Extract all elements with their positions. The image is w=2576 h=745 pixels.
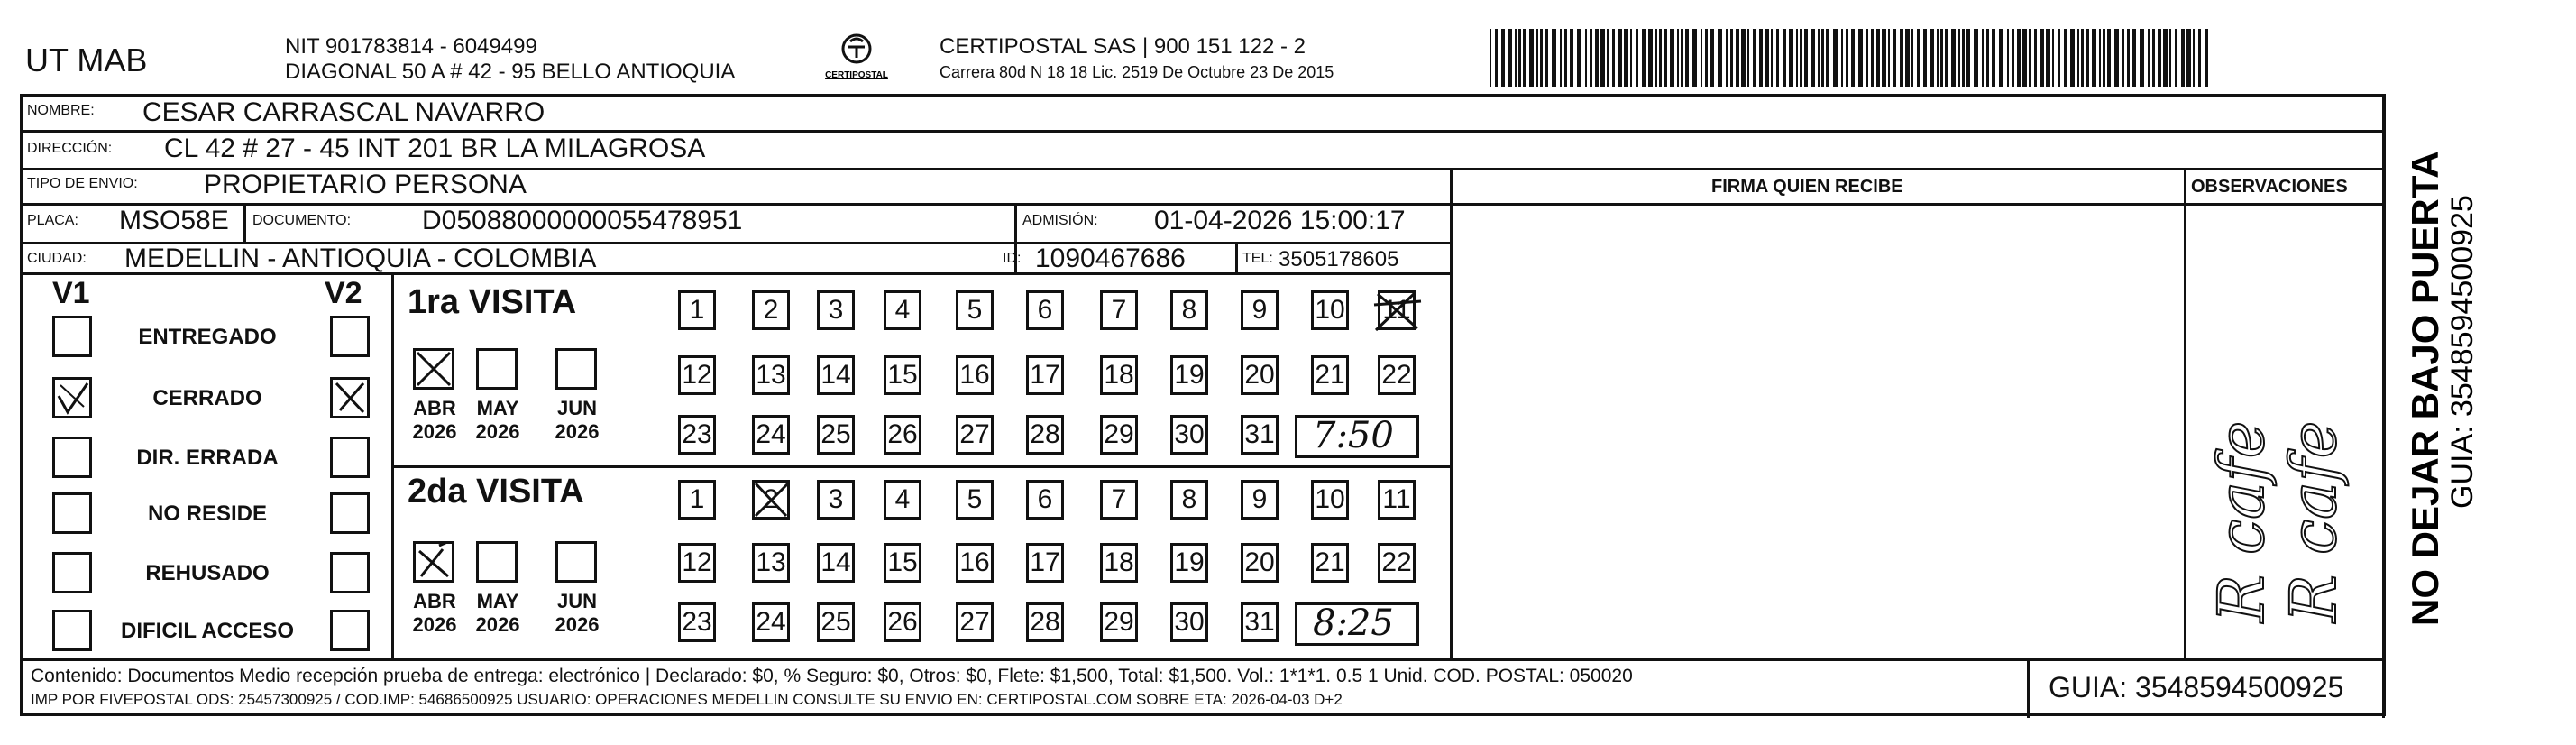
month-label: MAY bbox=[476, 590, 519, 612]
placa-value: MSO58E bbox=[119, 206, 229, 235]
tel-value: 3505178605 bbox=[1279, 247, 1399, 271]
day-box[interactable]: 26 bbox=[884, 602, 921, 642]
month-checkbox[interactable] bbox=[413, 348, 454, 390]
day-box[interactable]: 5 bbox=[956, 480, 994, 520]
v1-checkbox[interactable] bbox=[52, 610, 92, 651]
day-box[interactable]: 28 bbox=[1026, 415, 1064, 455]
carrier-name: CERTIPOSTAL SAS | 900 151 122 - 2 bbox=[940, 34, 1306, 59]
day-mark bbox=[752, 480, 792, 524]
day-box[interactable]: 13 bbox=[752, 355, 790, 395]
status-option-label: NO RESIDE bbox=[147, 501, 268, 526]
day-box[interactable]: 21 bbox=[1311, 355, 1349, 395]
id-label: ID: bbox=[1003, 251, 1022, 266]
day-box[interactable]: 12 bbox=[678, 543, 716, 583]
svg-text:GUIA: 3548594500925: GUIA: 3548594500925 bbox=[2445, 195, 2480, 509]
v2-checkbox[interactable] bbox=[330, 377, 370, 418]
first-visit-title: 1ra VISITA bbox=[408, 283, 577, 321]
col-line bbox=[1235, 242, 1238, 274]
tel-label: TEL: bbox=[1242, 251, 1273, 266]
day-box[interactable]: 8 bbox=[1170, 480, 1208, 520]
svg-text:NO DEJAR BAJO PUERTA: NO DEJAR BAJO PUERTA bbox=[2404, 151, 2446, 626]
status-option-label: DIFICIL ACCESO bbox=[120, 619, 294, 643]
col-line bbox=[1450, 168, 1453, 660]
month-checkbox[interactable] bbox=[476, 348, 518, 390]
ciudad-value: MEDELLIN - ANTIOQUIA - COLOMBIA bbox=[124, 244, 597, 273]
svg-text:R cafe: R cafe bbox=[2205, 420, 2278, 622]
month-label: JUN bbox=[556, 397, 597, 419]
carrier-address: Carrera 80d N 18 18 Lic. 2519 De Octubre 23 De 2015 bbox=[940, 63, 1334, 81]
v2-checkbox[interactable] bbox=[330, 552, 370, 593]
day-box[interactable]: 23 bbox=[678, 602, 716, 642]
day-box[interactable]: 27 bbox=[956, 415, 994, 455]
day-box[interactable]: 22 bbox=[1378, 543, 1416, 583]
imp-line: IMP POR FIVEPOSTAL ODS: 25457300925 / COD.IMP: 54686500925 USUARIO: OPERACIONES MEDELLIN CONSULTE SU ENVIO EN: CERTIPOSTAL.COM SOBRE ETA: 2026-04-03 D+2 bbox=[31, 691, 1343, 708]
year-label: 2026 bbox=[475, 613, 520, 636]
day-box[interactable]: 15 bbox=[884, 355, 921, 395]
tipo-label: TIPO DE ENVIO: bbox=[27, 176, 138, 191]
visit-time: 7:50 bbox=[1313, 415, 1394, 456]
day-box[interactable]: 19 bbox=[1170, 543, 1208, 583]
day-box[interactable]: 12 bbox=[678, 355, 716, 395]
day-box[interactable]: 21 bbox=[1311, 543, 1349, 583]
day-box[interactable]: 2 bbox=[752, 480, 790, 520]
admision-value: 01-04-2026 15:00:17 bbox=[1154, 206, 1406, 235]
id-value: 1090467686 bbox=[1035, 244, 1186, 273]
day-box[interactable]: 18 bbox=[1100, 543, 1138, 583]
company-name: UT MAB bbox=[25, 41, 148, 78]
day-box[interactable]: 3 bbox=[817, 290, 855, 330]
side-warning bbox=[2391, 94, 2571, 635]
month-label: ABR bbox=[413, 397, 456, 419]
year-label: 2026 bbox=[555, 613, 600, 636]
day-box[interactable]: 27 bbox=[956, 602, 994, 642]
nombre-label: NOMBRE: bbox=[27, 103, 95, 118]
direccion-label: DIRECCIÓN: bbox=[27, 141, 113, 156]
v1-checkbox[interactable] bbox=[52, 552, 92, 593]
month-checkbox[interactable] bbox=[555, 348, 597, 390]
day-box[interactable]: 22 bbox=[1378, 355, 1416, 395]
day-box[interactable]: 11 bbox=[1378, 480, 1416, 520]
day-box[interactable]: 26 bbox=[884, 415, 921, 455]
status-option-label: ENTREGADO bbox=[138, 325, 277, 349]
footer-guia: GUIA: 3548594500925 bbox=[2049, 671, 2344, 704]
v1-checkbox[interactable] bbox=[52, 492, 92, 534]
day-box[interactable]: 25 bbox=[817, 602, 855, 642]
day-box[interactable]: 8 bbox=[1170, 290, 1208, 330]
day-box[interactable]: 13 bbox=[752, 543, 790, 583]
year-label: 2026 bbox=[412, 613, 457, 636]
month-label: MAY bbox=[476, 397, 519, 419]
v2-checkbox[interactable] bbox=[330, 437, 370, 478]
v1-checkbox[interactable] bbox=[52, 377, 92, 418]
second-visit-title: 2da VISITA bbox=[408, 473, 584, 510]
col-line bbox=[2027, 658, 2030, 718]
day-box[interactable]: 10 bbox=[1311, 290, 1349, 330]
day-box[interactable]: 7 bbox=[1100, 480, 1138, 520]
day-box[interactable]: 31 bbox=[1241, 602, 1279, 642]
day-box[interactable]: 30 bbox=[1170, 602, 1208, 642]
row-line bbox=[20, 130, 2386, 133]
month-label: JUN bbox=[556, 590, 597, 612]
day-box[interactable]: 20 bbox=[1241, 355, 1279, 395]
day-box[interactable]: 6 bbox=[1026, 480, 1064, 520]
day-box[interactable]: 9 bbox=[1241, 480, 1279, 520]
day-box[interactable]: 19 bbox=[1170, 355, 1208, 395]
status-option-label: REHUSADO bbox=[145, 561, 270, 585]
nombre-value: CESAR CARRASCAL NAVARRO bbox=[142, 97, 545, 127]
day-box[interactable]: 29 bbox=[1100, 602, 1138, 642]
admision-label: ADMISIÓN: bbox=[1022, 213, 1098, 228]
day-box[interactable]: 7 bbox=[1100, 290, 1138, 330]
day-box[interactable]: 20 bbox=[1241, 543, 1279, 583]
day-box[interactable]: 17 bbox=[1026, 543, 1064, 583]
month-checkbox[interactable] bbox=[476, 541, 518, 583]
col-line bbox=[2382, 94, 2385, 718]
month-checkbox[interactable] bbox=[413, 541, 454, 583]
year-label: 2026 bbox=[412, 420, 457, 443]
contenido-line: Contenido: Documentos Medio recepción prueba de entrega: electrónico | Declarado: $0, % Seguro: $0, Otros: $0, Flete: $1,500, Total: $1,500. Vol.: 1*1*1. 0.5 1 Unid. COD. POSTAL: 050020 bbox=[31, 666, 1633, 686]
svg-text:CERTIPOSTAL: CERTIPOSTAL bbox=[825, 70, 888, 80]
day-box[interactable]: 2 bbox=[752, 290, 790, 330]
v1-checkbox[interactable] bbox=[52, 316, 92, 357]
day-box[interactable]: 16 bbox=[956, 355, 994, 395]
day-box[interactable]: 16 bbox=[956, 543, 994, 583]
handwritten-observation bbox=[2200, 298, 2380, 640]
v2-checkbox[interactable] bbox=[330, 316, 370, 357]
day-box[interactable]: 6 bbox=[1026, 290, 1064, 330]
day-box[interactable]: 3 bbox=[817, 480, 855, 520]
day-box[interactable]: 28 bbox=[1026, 602, 1064, 642]
certipostal-logo bbox=[816, 31, 897, 85]
year-label: 2026 bbox=[475, 420, 520, 443]
month-label: ABR bbox=[413, 590, 456, 612]
visit-time: 8:25 bbox=[1313, 602, 1394, 644]
row-line bbox=[391, 465, 1452, 468]
day-box[interactable]: 15 bbox=[884, 543, 921, 583]
v1-checkbox[interactable] bbox=[52, 437, 92, 478]
col-line bbox=[243, 203, 246, 243]
day-box[interactable]: 18 bbox=[1100, 355, 1138, 395]
day-box[interactable]: 11 bbox=[1378, 290, 1416, 330]
day-box[interactable]: 29 bbox=[1100, 415, 1138, 455]
v2-label: V2 bbox=[325, 276, 362, 310]
day-box[interactable]: 10 bbox=[1311, 480, 1349, 520]
day-box[interactable]: 24 bbox=[752, 602, 790, 642]
day-box[interactable]: 4 bbox=[884, 480, 921, 520]
col-line bbox=[391, 272, 394, 660]
barcode bbox=[1488, 29, 2209, 87]
ciudad-label: CIUDAD: bbox=[27, 251, 87, 266]
day-box[interactable]: 17 bbox=[1026, 355, 1064, 395]
nit: NIT 901783814 - 6049499 bbox=[285, 34, 537, 59]
day-box[interactable]: 9 bbox=[1241, 290, 1279, 330]
tipo-value: PROPIETARIO PERSONA bbox=[204, 170, 527, 199]
day-box[interactable]: 14 bbox=[817, 355, 855, 395]
observaciones-label: OBSERVACIONES bbox=[2191, 177, 2348, 197]
day-mark bbox=[1372, 287, 1423, 338]
direccion-value: CL 42 # 27 - 45 INT 201 BR LA MILAGROSA bbox=[164, 133, 706, 163]
sender-address: DIAGONAL 50 A # 42 - 95 BELLO ANTIOQUIA bbox=[285, 60, 736, 84]
firma-label: FIRMA QUIEN RECIBE bbox=[1711, 177, 1903, 197]
documento-value: D05088000000055478951 bbox=[422, 206, 743, 235]
day-box[interactable]: 4 bbox=[884, 290, 921, 330]
col-line bbox=[2184, 168, 2186, 660]
day-box[interactable]: 5 bbox=[956, 290, 994, 330]
day-box[interactable]: 31 bbox=[1241, 415, 1279, 455]
row-line bbox=[20, 658, 2386, 661]
month-checkbox[interactable] bbox=[555, 541, 597, 583]
year-label: 2026 bbox=[555, 420, 600, 443]
day-box[interactable]: 24 bbox=[752, 415, 790, 455]
v1-label: V1 bbox=[52, 276, 90, 310]
day-box[interactable]: 23 bbox=[678, 415, 716, 455]
day-box[interactable]: 25 bbox=[817, 415, 855, 455]
status-option-label: DIR. ERRADA bbox=[136, 446, 279, 470]
day-box[interactable]: 14 bbox=[817, 543, 855, 583]
svg-text:R cafe: R cafe bbox=[2277, 420, 2351, 622]
day-box[interactable]: 1 bbox=[678, 290, 716, 330]
v2-checkbox[interactable] bbox=[330, 610, 370, 651]
day-box[interactable]: 30 bbox=[1170, 415, 1208, 455]
v2-checkbox[interactable] bbox=[330, 492, 370, 534]
placa-label: PLACA: bbox=[27, 213, 78, 228]
documento-label: DOCUMENTO: bbox=[252, 213, 352, 228]
day-box[interactable]: 1 bbox=[678, 480, 716, 520]
status-option-label: CERRADO bbox=[152, 386, 262, 410]
